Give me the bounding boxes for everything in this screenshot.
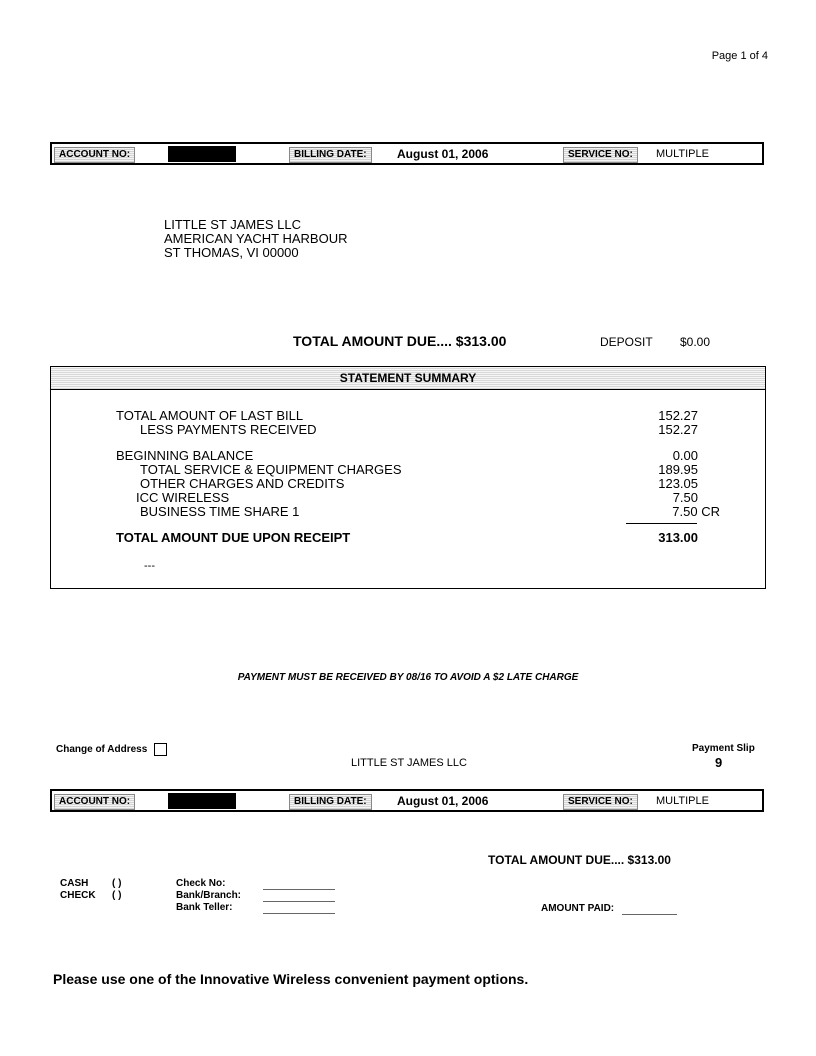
icc-wireless-value: 7.50 bbox=[672, 490, 698, 505]
billing-date-value: August 01, 2006 bbox=[397, 147, 489, 161]
amount-paid-field[interactable] bbox=[622, 906, 677, 915]
change-of-address-checkbox[interactable] bbox=[154, 743, 167, 756]
cash-label: CASH bbox=[60, 878, 89, 889]
total-due-receipt-value: 313.00 bbox=[658, 530, 698, 545]
beginning-balance-label: BEGINNING BALANCE bbox=[116, 448, 254, 463]
bank-branch-field[interactable] bbox=[263, 893, 335, 902]
business-share-label: BUSINESS TIME SHARE 1 bbox=[140, 504, 300, 519]
business-share-value: 7.50 CR bbox=[672, 504, 720, 519]
bank-branch-label: Bank/Branch: bbox=[176, 890, 242, 901]
payments-label: LESS PAYMENTS RECEIVED bbox=[140, 422, 317, 437]
total-due-receipt-label: TOTAL AMOUNT DUE UPON RECEIPT bbox=[116, 530, 351, 545]
payments-value: 152.27 bbox=[658, 422, 698, 437]
check-no-label: Check No: bbox=[176, 878, 226, 889]
slip-total-due: TOTAL AMOUNT DUE.... $313.00 bbox=[488, 853, 671, 867]
bank-teller-field[interactable] bbox=[263, 905, 335, 914]
other-charges-label: OTHER CHARGES AND CREDITS bbox=[140, 476, 345, 491]
check-checkbox[interactable]: ( ) bbox=[112, 890, 122, 901]
address-line: AMERICAN YACHT HARBOUR bbox=[164, 231, 348, 246]
service-no-value: MULTIPLE bbox=[656, 148, 709, 160]
statement-summary bbox=[50, 366, 766, 589]
check-label: CHECK bbox=[60, 890, 96, 901]
service-no-label: SERVICE NO: bbox=[563, 794, 638, 810]
icc-wireless-label: ICC WIRELESS bbox=[136, 490, 230, 505]
summary-dashes: --- bbox=[144, 560, 155, 572]
account-no-label: ACCOUNT NO: bbox=[54, 794, 135, 810]
address-line: ST THOMAS, VI 00000 bbox=[164, 245, 299, 260]
deposit-value: $0.00 bbox=[680, 335, 711, 349]
payment-slip-label: Payment Slip bbox=[692, 743, 755, 754]
service-no-value: MULTIPLE bbox=[656, 795, 709, 807]
beginning-balance-value: 0.00 bbox=[672, 448, 698, 463]
billing-date-label: BILLING DATE: bbox=[289, 147, 372, 163]
deposit-label: DEPOSIT bbox=[600, 335, 653, 349]
service-no-label: SERVICE NO: bbox=[563, 147, 638, 163]
total-amount-due: TOTAL AMOUNT DUE.... $313.00 bbox=[293, 333, 507, 349]
account-no-redacted bbox=[168, 793, 236, 809]
page-number: Page 1 of 4 bbox=[711, 50, 768, 62]
slip-header-bar bbox=[50, 789, 764, 812]
change-of-address bbox=[56, 743, 167, 756]
address-line: LITTLE ST JAMES LLC bbox=[164, 217, 302, 232]
last-bill-label: TOTAL AMOUNT OF LAST BILL bbox=[116, 408, 304, 423]
payment-options-note: Please use one of the Innovative Wireless convenient payment options. bbox=[53, 971, 529, 987]
bank-teller-label: Bank Teller: bbox=[176, 902, 233, 913]
last-bill-value: 152.27 bbox=[658, 408, 698, 423]
slip-customer-name: LITTLE ST JAMES LLC bbox=[351, 757, 467, 769]
payment-slip-number: 9 bbox=[715, 755, 723, 770]
other-charges-value: 123.05 bbox=[658, 476, 698, 491]
service-charges-label: TOTAL SERVICE & EQUIPMENT CHARGES bbox=[140, 462, 402, 477]
cash-checkbox[interactable]: ( ) bbox=[112, 878, 122, 889]
total-rule bbox=[626, 523, 697, 524]
service-charges-value: 189.95 bbox=[658, 462, 698, 477]
account-no-redacted bbox=[168, 146, 236, 162]
billing-date-value: August 01, 2006 bbox=[397, 794, 489, 808]
summary-title: STATEMENT SUMMARY bbox=[51, 367, 765, 390]
account-header-bar bbox=[50, 142, 764, 165]
mailing-address bbox=[164, 218, 347, 260]
account-no-label: ACCOUNT NO: bbox=[54, 147, 135, 163]
check-no-field[interactable] bbox=[263, 881, 335, 890]
change-of-address-label: Change of Address bbox=[56, 744, 148, 756]
late-charge-warning: PAYMENT MUST BE RECEIVED BY 08/16 TO AVOID A $2 LATE CHARGE bbox=[237, 672, 579, 683]
billing-date-label: BILLING DATE: bbox=[289, 794, 372, 810]
amount-paid-label: AMOUNT PAID: bbox=[541, 903, 615, 914]
